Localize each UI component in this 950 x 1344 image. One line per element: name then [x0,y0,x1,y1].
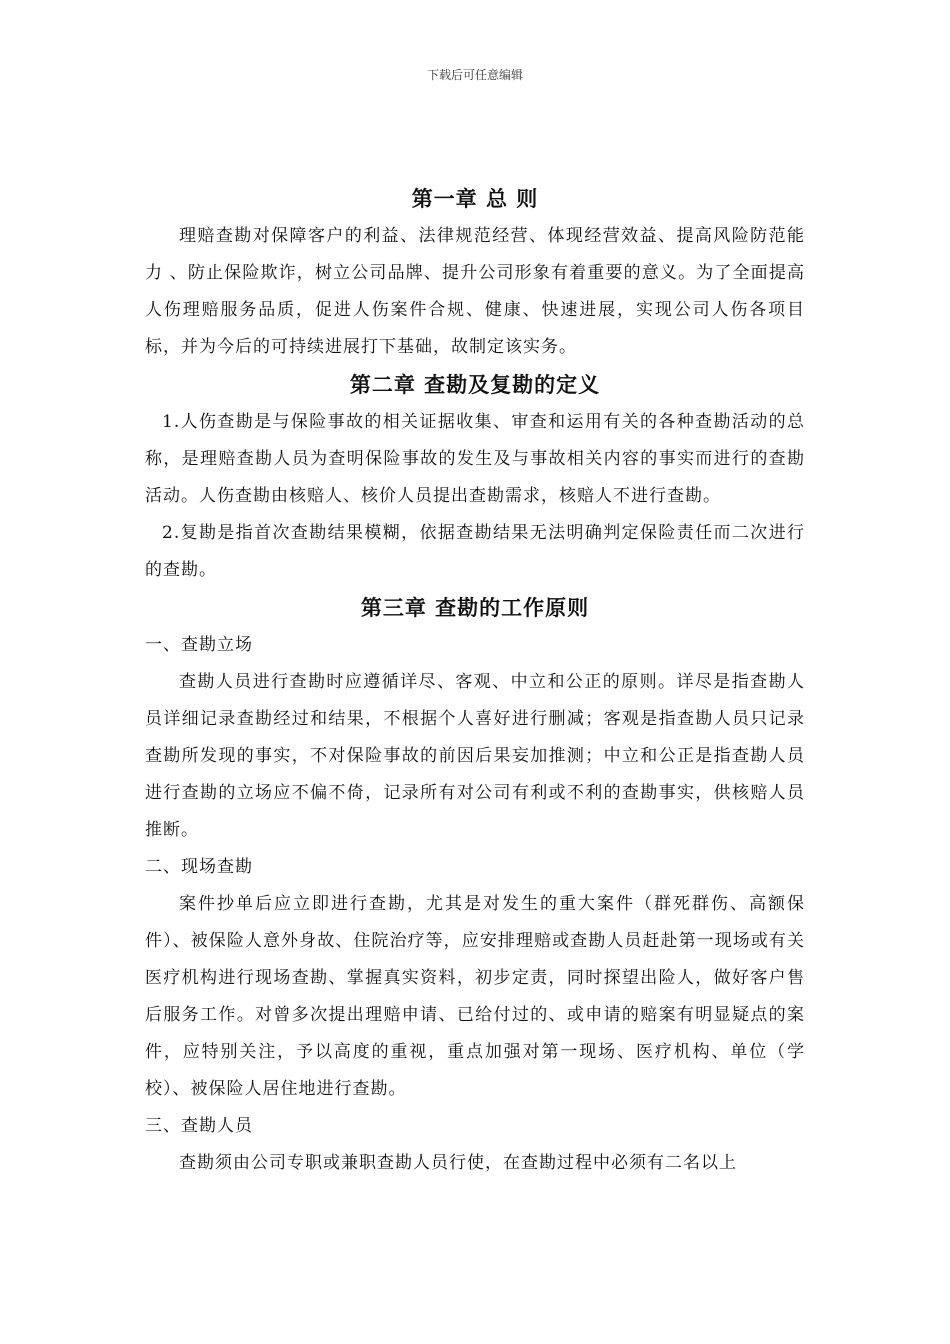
section-heading-standpoint: 一、查勘立场 [145,635,253,655]
chapter-1-paragraph: 理赔查勘对保障客户的利益、法律规范经营、体现经营效益、提高风险防范能力 、防止保险欺诈，树立公司品牌、提升公司形象有着重要的意义。为了全面提高人伤理赔服务品质，促进人伤案件合规、健康、快速进展，实现公司人伤各项目标，并为今后的可持续进展打下基础，故制定该实务。 [145,226,805,357]
section-heading-personnel: 三、查勘人员 [145,1116,253,1136]
chapter-2-title: 第二章 查勘及复勘的定义 [349,372,601,397]
chapter-2-item-1: 1.人伤查勘是与保险事故的相关证据收集、审查和运用有关的各种查勘活动的总称，是理赔查勘人员为查明保险事故的发生及与事故相关内容的事实而进行的查勘活动。人伤查勘由核赔人、核价人员提出查勘需求，核赔人不进行查勘。 [145,412,805,506]
section-text-onsite: 案件抄单后应立即进行查勘，尤其是对发生的重大案件（群死群伤、高额保件）、被保险人意外身故、住院治疗等，应安排理赔或查勘人员赶赴第一现场或有关医疗机构进行现场查勘、掌握真实资料，初步定责，同时探望出险人，做好客户售后服务工作。对曾多次提出理赔申请、已给付过的、或申请的赔案有明显疑点的案件，应特别关注，予以高度的重视，重点加强对第一现场、医疗机构、单位（学校）、被保险人居住地进行查勘。 [145,894,805,1099]
document-body [145,180,805,1182]
chapter-2-item-2: 2.复勘是指首次查勘结果模糊，依据查勘结果无法明确判定保险责任而二次进行的查勘。 [145,523,805,580]
chapter-1-title: 第一章 总 则 [411,186,539,211]
section-text-standpoint: 查勘人员进行查勘时应遵循详尽、客观、中立和公正的原则。详尽是指查勘人员详细记录查勘经过和结果，不根据个人喜好进行删减；客观是指查勘人员只记录查勘所发现的事实，不对保险事故的前因后果妄加推测；中立和公正是指查勘人员进行查勘的立场应不偏不倚，记录所有对公司有利或不利的查勘事实，供核赔人员推断。 [145,672,805,840]
header-note: 下载后可任意编辑 [426,68,523,82]
section-text-personnel: 查勘须由公司专职或兼职查勘人员行使，在查勘过程中必须有二名以上 [179,1153,737,1173]
chapter-3-title: 第三章 查勘的工作原则 [360,595,590,620]
section-heading-onsite: 二、现场查勘 [145,857,253,877]
